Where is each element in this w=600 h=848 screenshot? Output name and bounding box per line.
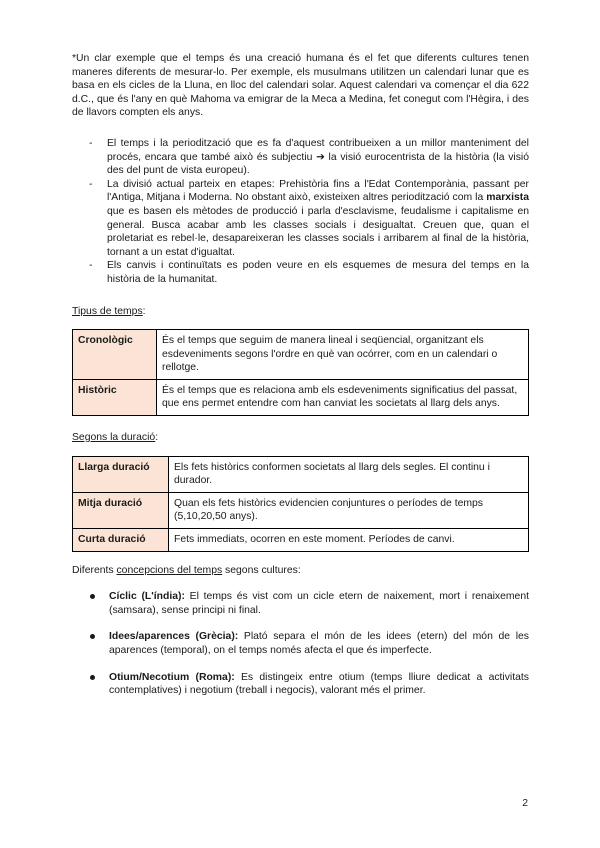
colon: : (142, 305, 146, 317)
text-span: La divisió actual parteix en etapes: Prehistòria fins a l'Edat Contemporània, passant per l'Antiga, Mitjana i Moderna. No obstant això, existeixen altres periodització com la (107, 178, 529, 204)
item-text: Plató separa el món de les idees (etern) del món de les aparences (temporal), on el temps només afecta el que és imperfecte. (109, 631, 529, 656)
table-key-cell: Cronològic (73, 330, 157, 380)
intro-paragraph: *Un clar exemple que el temps és una creació humana és el fet que diferents cultures tenen maneres diferents de mesurar-lo. Per exemple, els musulmans utilitzen un calendari lunar que es basa en els cicles de la Lluna, en lloc del calendari solar. Aquest calendari va començar el dia 622 d.C., que és l'any en què Mahoma va emigrar de la Meca a Medina, fet conegut com l'Hègira, i des de llavors compten els anys. (72, 53, 529, 119)
table-row (73, 330, 529, 380)
item-text: Es distingeix entre otium (temps lliure dedicat a activitats contemplatives) i negotium (treball i negocis), valorant més el primer. (109, 671, 529, 697)
section-title-text: Segons la duració (72, 432, 156, 444)
list-item (72, 137, 529, 178)
table-key-cell: Curta duració (73, 529, 169, 552)
table-value-cell: És el temps que seguim de manera lineal i seqüencial, organitzant els esdeveniments segons l'ordre en què van ocórrer, com en un calendari o rellotge. (157, 330, 529, 380)
page-number: 2 (522, 798, 528, 809)
table-key-cell: Històric (73, 379, 157, 415)
text-span: la visió eurocentrista de la història (la visió des del punt de vista europeu). (107, 151, 529, 177)
section-title-duracio (72, 431, 529, 445)
list-item (72, 178, 529, 260)
bullet-list (72, 590, 529, 698)
list-item (72, 630, 529, 657)
table-value-cell: És el temps que es relaciona amb els esdeveniments significatius del passat, que ens permet entendre com han canviat les societats al llarg dels anys. (157, 379, 529, 415)
concepcions-heading (72, 564, 529, 578)
table-row (73, 379, 529, 415)
table-row (73, 456, 529, 492)
section-title-tipus (72, 305, 529, 319)
underlined-term: concepcions del temps (116, 564, 223, 576)
text-span: El temps i la periodització que es fa d'aquest contribueixen a un millor manteniment del procés, encara que també això és subjectiu (107, 137, 529, 163)
section-title-text: Tipus de temps (72, 305, 143, 317)
dash-list (72, 137, 529, 287)
list-item: - Els canvis i continuïtats es poden veure en els esquemes de mesura del temps en la història de la humanitat. (72, 259, 529, 286)
item-label: Cíclic (L'índia): (109, 591, 185, 603)
table-row (73, 492, 529, 528)
colon: : (155, 432, 159, 444)
text-span: Diferents (72, 564, 117, 576)
table-key-cell: Mitja duració (73, 492, 169, 528)
table-value-cell: Quan els fets històrics evidencien conjuntures o períodes de temps (5,10,20,50 anys). (169, 492, 529, 528)
table-value-cell: Fets immediats, ocorren en este moment. Períodes de canvi. (169, 529, 529, 552)
text-span: que es basen els mètodes de producció i parla d'esclavisme, feudalisme i capitalisme en general. Busca acabar amb les classes socials i desigualtat. Creuen que, quan el proletariat es rebel·le, desapareixeran les classes socials i arribarem al final de la història, tornant a un estat d'igualtat. (107, 205, 529, 258)
item-label: Otium/Necotium (Roma): (109, 671, 235, 683)
item-label: Idees/aparences (Grècia): (109, 631, 239, 643)
table-value-cell: Els fets històrics conformen societats al llarg dels segles. El continu i durador. (169, 456, 529, 492)
list-item (72, 590, 529, 617)
arrow-icon: ➔ (316, 151, 325, 163)
bold-term: marxista (486, 192, 529, 204)
duracio-table (72, 456, 529, 552)
tipus-table (72, 329, 529, 416)
document-page (72, 52, 529, 711)
list-item (72, 671, 529, 698)
table-row (73, 529, 529, 552)
text-span: segons cultures: (222, 564, 301, 576)
table-key-cell: Llarga duració (73, 456, 169, 492)
item-text: El temps és vist com un cicle etern de naixement, mort i renaixement (samsara), sense principi ni final. (109, 591, 529, 616)
